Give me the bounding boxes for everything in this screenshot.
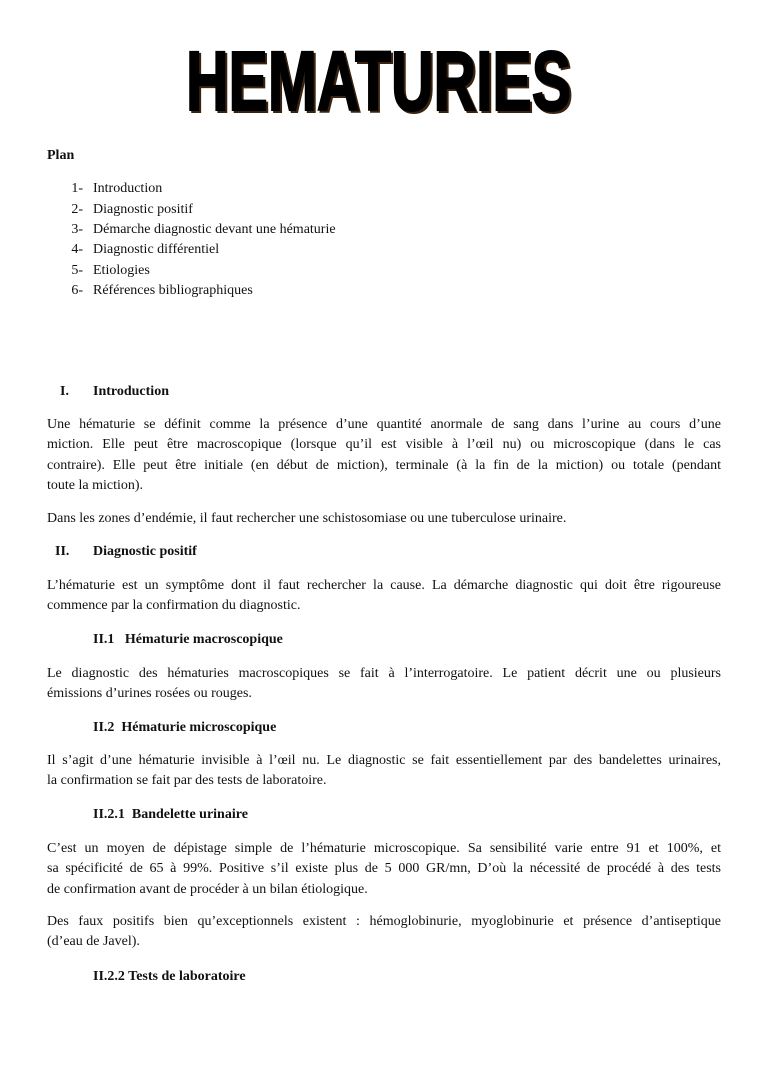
paragraph-line: Une hématurie se définit comme la présence d’une quantité anormale de sang dans l’urine au cours d’une bbox=[47, 417, 721, 432]
paragraph-line: miction. Elle peut être macroscopique (lorsque qu’il est visible à l’œil nu) ou microscopique (dans le cas bbox=[47, 437, 721, 453]
section-1-title: Introduction bbox=[93, 384, 169, 399]
plan-item-number: 4- bbox=[71, 242, 83, 257]
paragraph-line: de confirmation avant de procéder à un bilan étiologique. bbox=[47, 881, 368, 897]
plan-item-number: 3- bbox=[71, 222, 83, 237]
plan-item-label: Diagnostic positif bbox=[93, 202, 193, 217]
plan-item-label: Etiologies bbox=[93, 263, 150, 278]
paragraph-line: C’est un moyen de dépistage simple de l’hématurie microscopique. Sa sensibilité varie entre 91 et 100%, et bbox=[47, 841, 721, 856]
paragraph-line: toute la miction). bbox=[47, 478, 144, 494]
paragraph-line: contraire). Elle peut être initiale (en début de miction), terminale (à la fin de la miction) ou totale (pendant bbox=[47, 457, 721, 473]
paragraph-line: sa spécificité de 65 à 99%. Positive s’il existe plus de 5 000 GR/mn, D’où la nécessité de procédé à des tests bbox=[47, 861, 721, 877]
paragraph-line: L’hématurie est un symptôme dont il faut rechercher la cause. La démarche diagnostic qui doit être rigoureuse bbox=[47, 578, 721, 593]
plan-item-number: 5- bbox=[71, 263, 83, 278]
plan-item-number: 1- bbox=[71, 181, 83, 196]
section-2-2-1-title: II.2.1 Bandelette urinaire bbox=[93, 807, 248, 822]
paragraph-line: Il s’agit d’une hématurie invisible à l’œil nu. Le diagnostic se fait essentiellement par des bandelettes urinaires, bbox=[47, 753, 721, 768]
section-2-1-title: II.1 Hématurie macroscopique bbox=[93, 632, 283, 647]
section-2-number: II. bbox=[55, 544, 70, 559]
paragraph-line: Le diagnostic des hématuries macroscopiques se fait à l’interrogatoire. Le patient décrit une ou plusieurs bbox=[47, 666, 721, 681]
section-2-2-2-title: II.2.2 Tests de laboratoire bbox=[93, 969, 246, 984]
section-1-number: I. bbox=[60, 384, 69, 399]
paragraph-line: émissions d’urines rosées ou rouges. bbox=[47, 686, 252, 702]
section-2-2-title: II.2 Hématurie microscopique bbox=[93, 720, 277, 735]
paragraph-line: la confirmation se fait par des tests de laboratoire. bbox=[47, 773, 327, 789]
plan-item-number: 6- bbox=[71, 283, 83, 298]
section-2-title: Diagnostic positif bbox=[93, 544, 197, 559]
document-title-text: HEMATURIES bbox=[186, 44, 571, 124]
plan-item-number: 2- bbox=[71, 202, 83, 217]
plan-heading: Plan bbox=[47, 148, 75, 163]
plan-item-label: Introduction bbox=[93, 181, 163, 196]
document-title bbox=[0, 44, 768, 124]
plan-item-label: Diagnostic différentiel bbox=[93, 242, 220, 257]
paragraph-line: Des faux positifs bien qu’exceptionnels existent : hémoglobinurie, myoglobinurie et présence d’antiseptique bbox=[47, 914, 721, 929]
paragraph-line: Dans les zones d’endémie, il faut rechercher une schistosomiase ou une tuberculose urinaire. bbox=[47, 511, 567, 526]
plan-item-label: Références bibliographiques bbox=[93, 283, 253, 298]
plan-item-label: Démarche diagnostic devant une hématurie bbox=[93, 222, 336, 237]
paragraph-line: commence par la confirmation du diagnostic. bbox=[47, 598, 301, 614]
paragraph-line: (d’eau de Javel). bbox=[47, 934, 140, 950]
